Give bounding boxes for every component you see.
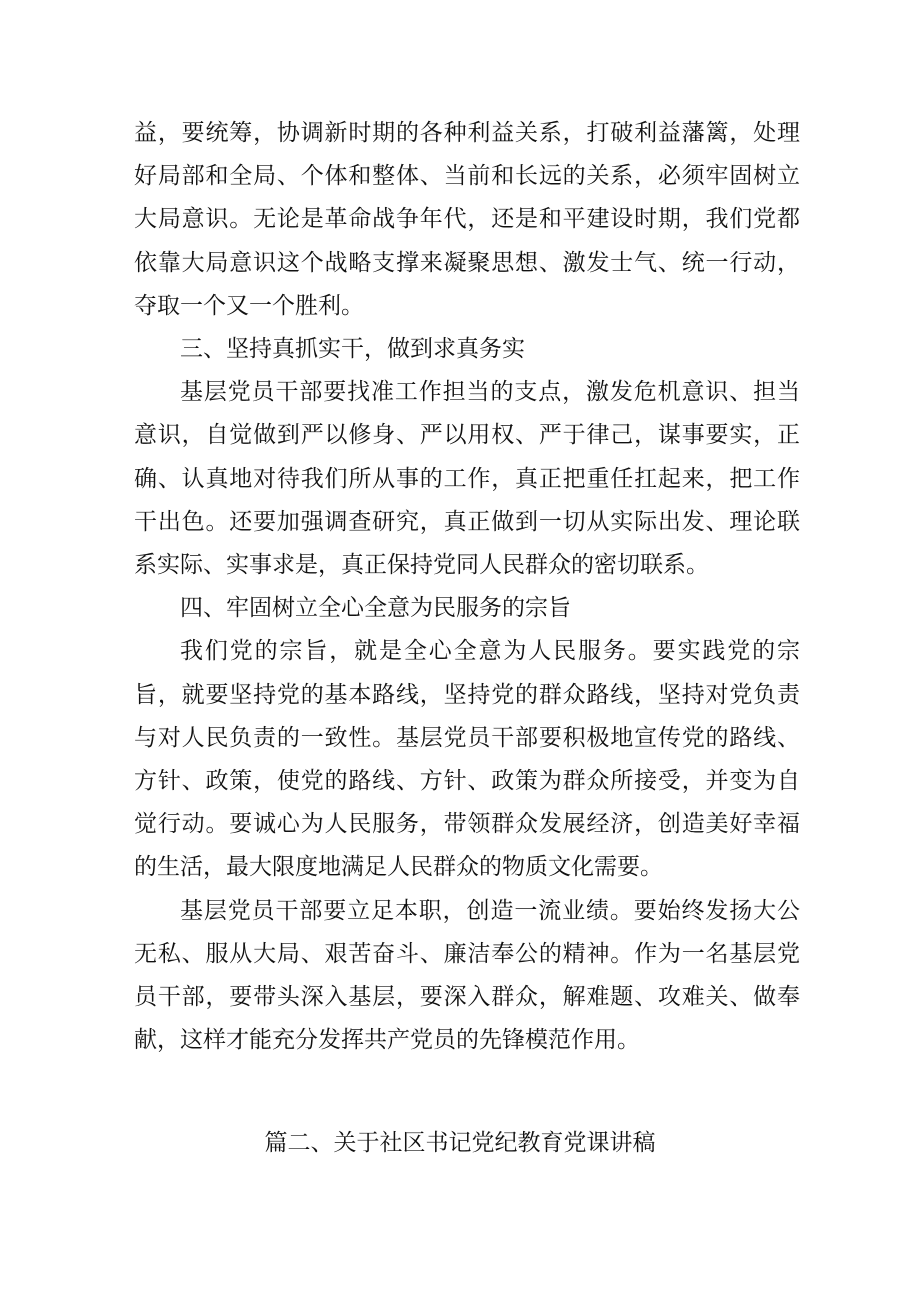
paragraph-closing: 基层党员干部要立足本职，创造一流业绩。要始终发扬大公无私、服从大局、艰苦奋斗、廉洁奉公的精神。作为一名基层党员干部，要带头深入基层，要深入群众，解难题、攻难关、做奉献，这样才能充分发挥共产党员的先锋模范作用。 <box>134 897 800 1054</box>
section-heading-4: 四、牢固树立全心全意为民服务的宗旨 <box>180 595 571 622</box>
section-heading-3: 三、坚持真抓实干，做到求真务实 <box>180 336 525 363</box>
paragraph-continuation: 益，要统筹，协调新时期的各种利益关系，打破利益藩篱，处理好局部和全局、个体和整体、当前和长远的关系，必须牢固树立大局意识。无论是革命战争年代，还是和平建设时期，我们党都依靠大局意识这个战略支撑来凝聚思想、激发士气、统一行动，夺取一个又一个胜利。 <box>134 120 800 319</box>
document-body <box>134 112 800 1062</box>
paragraph-section-4: 我们党的宗旨，就是全心全意为人民服务。要实践党的宗旨，就要坚持党的基本路线，坚持党的群众路线，坚持对党负责与对人民负责的一致性。基层党员干部要积极地宣传党的路线、方针、政策，使党的路线、方针、政策为群众所接受，并变为自觉行动。要诚心为人民服务，带领群众发展经济，创造美好幸福的生活，最大限度地满足人民群众的物质文化需要。 <box>134 638 800 881</box>
paragraph-section-3: 基层党员干部要找准工作担当的支点，激发危机意识、担当意识，自觉做到严以修身、严以用权、严于律己，谋事要实，正确、认真地对待我们所从事的工作，真正把重任扛起来，把工作干出色。还要加强调查研究，真正做到一切从实际出发、理论联系实际、实事求是，真正保持党同人民群众的密切联系。 <box>134 379 800 579</box>
document-title: 篇二、关于社区书记党纪教育党课讲稿 <box>264 1130 656 1156</box>
